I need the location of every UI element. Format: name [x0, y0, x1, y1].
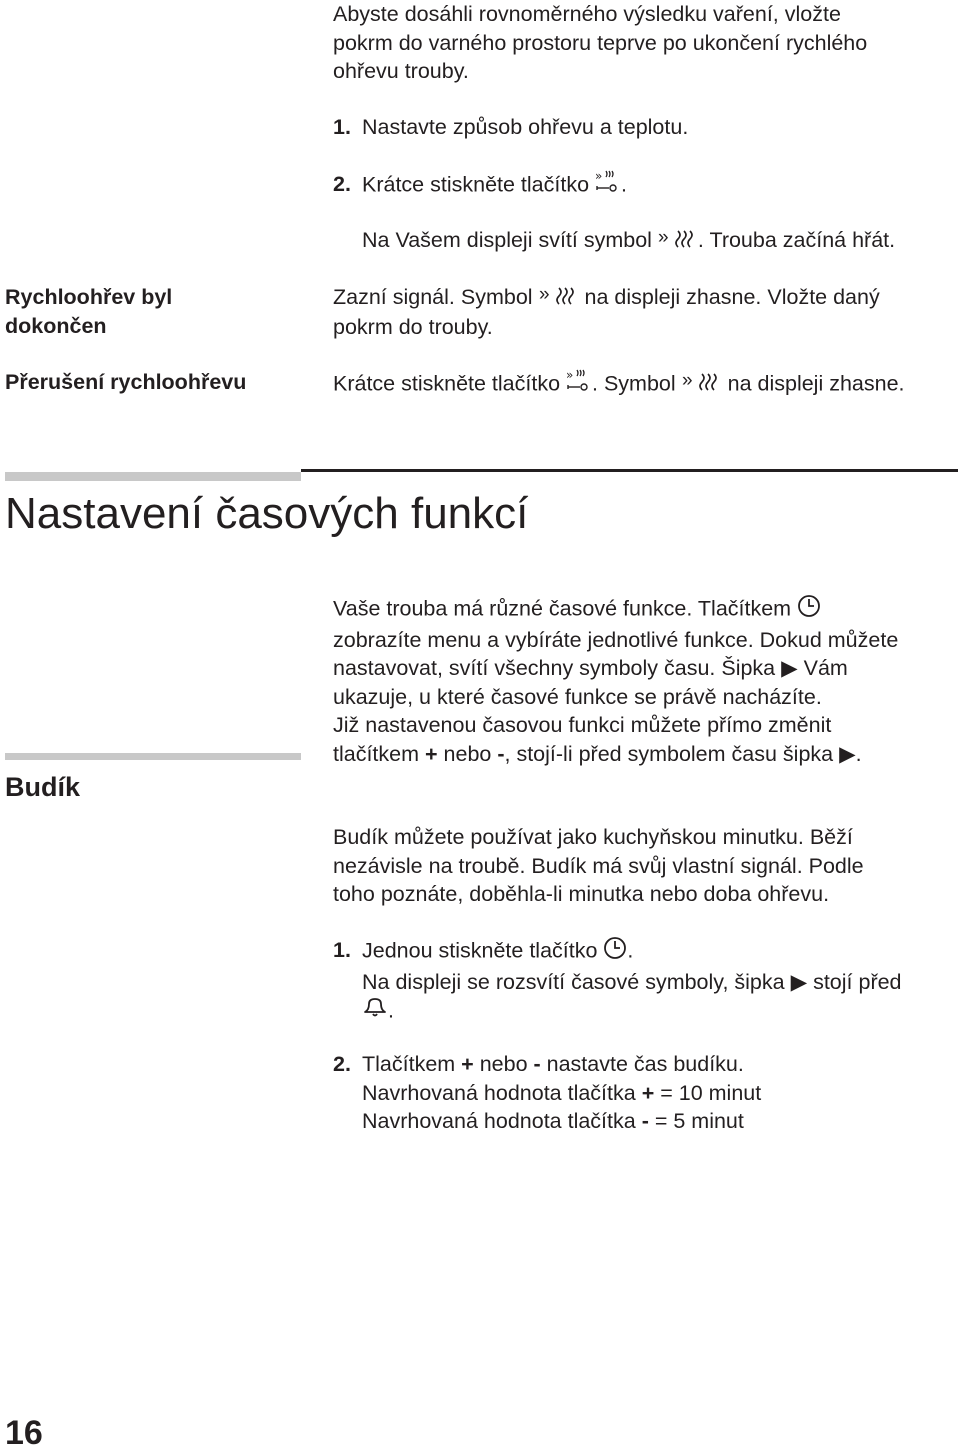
- section-rule-grey: [5, 472, 301, 481]
- step-number: 2.: [333, 172, 351, 197]
- step-text: Nastavte způsob ohřevu a teplotu.: [362, 115, 689, 139]
- rapid-interrupt-text: Krátce stiskněte tlačítko » . Symbol » na displeji zhasne.: [333, 368, 905, 402]
- rapid-heat-button-icon: [566, 368, 592, 402]
- svg-text:»: »: [566, 368, 574, 382]
- intro-paragraph: [333, 0, 867, 86]
- subsection-rule: [5, 753, 301, 760]
- svg-text:»: »: [538, 283, 550, 305]
- budik-paragraph: Budík můžete používat jako kuchyňskou minutku. Běží nezávisle na troubě. Budík má svůj vlastní signál. Podle toho poznáte, doběhla-li minutka nebo doba ohřevu.: [333, 825, 864, 906]
- intro-step-2: [333, 169, 627, 203]
- display-line: Na Vašem displeji svítí symbol » . Trouba začíná hřát.: [333, 226, 895, 256]
- arrow-icon: ▶: [839, 741, 856, 766]
- step-number: 1.: [333, 115, 351, 139]
- svg-text:»: »: [681, 370, 693, 391]
- intro-line: pokrm do varného prostoru teprve po ukončení rychlého: [333, 30, 868, 55]
- budik-label: Budík: [5, 772, 81, 802]
- clock-icon: [603, 936, 627, 968]
- rapid-heat-symbol-icon: [539, 284, 579, 314]
- rapid-heat-symbol-icon: [658, 227, 698, 257]
- clock-icon: [797, 594, 821, 626]
- rapid-done-label: Rychloohřev byl dokončen: [5, 285, 173, 338]
- page-number: 16: [5, 1414, 43, 1452]
- svg-text:»: »: [657, 226, 669, 248]
- rapid-heat-button-icon: [595, 169, 621, 203]
- step-text-end: .: [621, 172, 627, 197]
- intro-step-1: [333, 113, 688, 142]
- budik-step-1: 1. Jednou stiskněte tlačítko . Na displeji se rozsvítí časové symboly, šipka ▶ stojí před .: [333, 936, 902, 1028]
- intro-line: Abyste dosáhli rovnoměrného výsledku vaření, vložte: [333, 2, 841, 26]
- section-title: Nastavení časových funkcí: [5, 489, 529, 538]
- budik-step-2: 2. Tlačítkem + nebo - nastavte čas budíku. Navrhovaná hodnota tlačítka + = 10 minut Navrhovaná hodnota tlačítka - = 5 minut: [333, 1052, 762, 1133]
- arrow-icon: ▶: [790, 969, 808, 994]
- arrow-icon: ▶: [781, 656, 798, 680]
- svg-text:»: »: [595, 169, 603, 183]
- step-text: Krátce stiskněte tlačítko: [362, 172, 596, 197]
- bell-icon: [362, 996, 388, 1028]
- time-functions-intro: Vaše trouba má různé časové funkce. Tlačítkem zobrazíte menu a vybíráte jednotlivé funkce. Dokud můžete nastavovat, svítí všechny symboly času. Šipka ▶ Vám ukazuje, u které časové funkce se právě nacházíte. Již nastavenou časovou funkci můžete přímo změnit tlačítkem + nebo -, stojí-li před symbolem času šipka ▶.: [333, 594, 898, 768]
- rapid-interrupt-label: Přerušení rychloohřevu: [5, 370, 247, 394]
- intro-line: ohřevu trouby.: [333, 59, 469, 83]
- section-rule-black: [301, 469, 958, 472]
- rapid-done-text: Zazní signál. Symbol » na displeji zhasne. Vložte daný pokrm do trouby.: [333, 283, 880, 340]
- rapid-heat-symbol-icon: [682, 370, 722, 400]
